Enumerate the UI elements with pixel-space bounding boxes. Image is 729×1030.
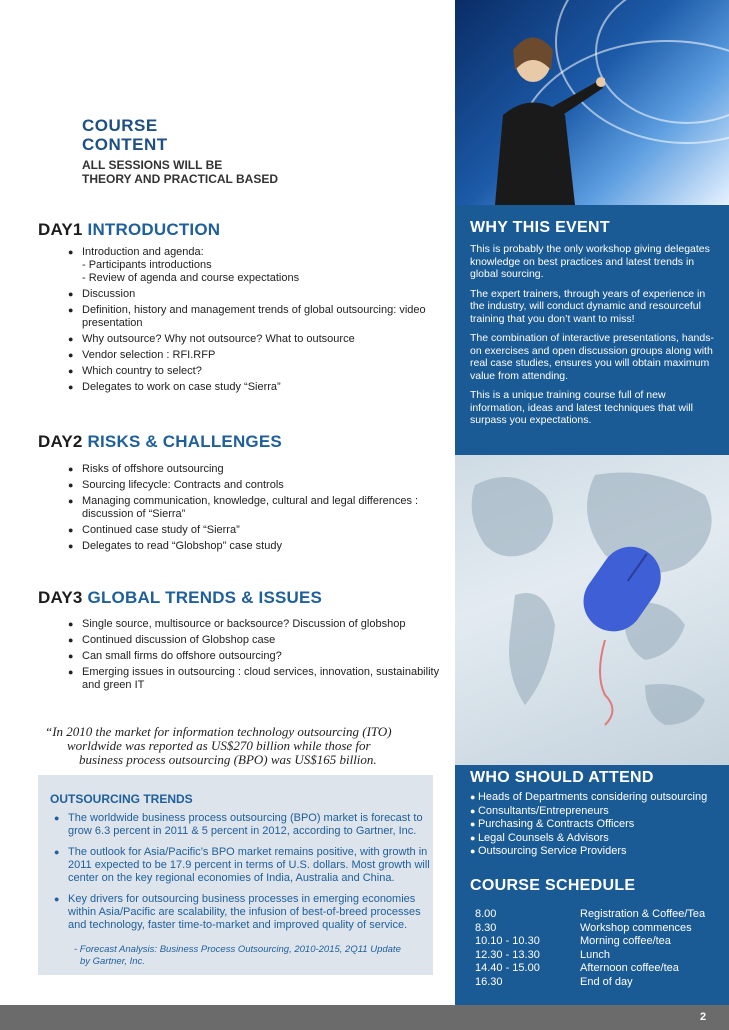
list-item: ● Sourcing lifecycle: Contracts and controls — [68, 479, 448, 492]
list-item: ● Continued discussion of Globshop case — [68, 634, 453, 647]
course-subtitle-line1: ALL SESSIONS WILL BE — [82, 158, 223, 172]
list-item: ● Risks of offshore outsourcing — [68, 463, 448, 476]
list-item: ● Managing communication, knowledge, cultural and legal differences : discussion of “Sierra” — [68, 495, 448, 521]
list-item: ● Legal Counsels & Advisors — [470, 832, 729, 846]
table-row: 16.30 End of day — [475, 975, 633, 988]
why-paragraph: The expert trainers, through years of experience in the industry, will conduct dynamic and resourceful training that you don’t want to miss! — [470, 287, 706, 325]
why-this-event-panel — [455, 205, 729, 455]
who-list — [455, 791, 729, 859]
day1-title: INTRODUCTION — [87, 220, 221, 239]
course-heading — [82, 116, 278, 186]
list-item: ● Single source, multisource or backsource? Discussion of globshop — [68, 618, 453, 631]
page-number: 2 — [700, 1011, 707, 1023]
course-title-line1: COURSE — [82, 116, 158, 135]
why-title: WHY THIS EVENT — [470, 219, 610, 236]
outsourcing-trends-box — [38, 775, 433, 975]
schedule-table — [475, 908, 705, 989]
list-item: ● Emerging issues in outsourcing : cloud services, innovation, sustainability and green IT — [68, 666, 453, 692]
world-map-mouse-icon — [455, 455, 729, 765]
list-item: ● The outlook for Asia/Pacific’s BPO market remains positive, with growth in 2011 expected to be 17.9 percent in terms of U.S. dollars. Most growth will center on the key regional economies of India, Australia and China. — [50, 846, 430, 885]
list-item: ● Purchasing & Contracts Officers — [470, 818, 729, 832]
who-title: WHO SHOULD ATTEND — [470, 769, 654, 786]
why-paragraph: The combination of interactive presentations, hands-on exercises and open discussion groups along with real case studies, ensures you will obtain maximum value from attending. — [470, 332, 714, 382]
list-item: ● Consultants/Entrepreneurs — [470, 805, 729, 819]
list-item: ● Delegates to read “Globshop” case study — [68, 540, 448, 553]
day2-number: DAY2 — [38, 432, 83, 451]
list-item: ● Definition, history and management trends of global outsourcing: video presentation — [68, 304, 448, 330]
list-item: ● Discussion — [68, 288, 448, 301]
list-item: ● Which country to select? — [68, 365, 448, 378]
table-row: 12.30 - 13.30 Lunch — [475, 948, 610, 961]
footer-bar — [0, 1005, 729, 1030]
list-item: ● Delegates to work on case study “Sierra” — [68, 381, 448, 394]
why-paragraph: This is a unique training course full of new information, ideas and latest techniques that will surpass you expectations. — [470, 389, 693, 426]
day3-number: DAY3 — [38, 588, 83, 607]
trends-source-note: - Forecast Analysis: Business Process Outsourcing, 2010-2015, 2Q11 Update by Gartner, Inc. — [74, 944, 401, 967]
list-item: ● Outsourcing Service Providers — [470, 845, 729, 859]
list-item: ● Vendor selection : RFI.RFP — [68, 349, 448, 362]
list-item: ● Key drivers for outsourcing business processes in emerging economies within Asia/Pacific are scalability, the infusion of best-of-breed processes and technology, faster time-to-market and improved quality of service. — [50, 893, 430, 932]
day3-heading — [38, 588, 322, 608]
day3-list — [68, 618, 453, 695]
list-item: ● Can small firms do offshore outsourcing? — [68, 650, 453, 663]
trends-list — [50, 812, 430, 932]
day2-title: RISKS & CHALLENGES — [87, 432, 282, 451]
table-row: 8.30 Workshop commences — [475, 921, 692, 934]
day3-title: GLOBAL TRENDS & ISSUES — [87, 588, 323, 607]
day2-heading — [38, 432, 282, 452]
day1-heading — [38, 220, 220, 240]
table-row: 14.40 - 15.00 Afternoon coffee/tea — [475, 962, 679, 974]
woman-figure-icon — [485, 20, 605, 205]
trends-title: OUTSOURCING TRENDS — [50, 792, 193, 806]
course-subtitle-line2: THEORY AND PRACTICAL BASED — [82, 172, 279, 186]
day1-list — [68, 246, 448, 397]
table-row: 8.00 Registration & Coffee/Tea — [475, 908, 706, 920]
list-item: ● Heads of Departments considering outsourcing — [470, 791, 729, 805]
schedule-title: COURSE SCHEDULE — [470, 876, 636, 894]
list-item: ● Introduction and agenda: - Participants introductions - Review of agenda and course expectations — [68, 246, 448, 285]
day1-number: DAY1 — [38, 220, 83, 239]
list-item: ● Continued case study of “Sierra” — [68, 524, 448, 537]
hero-image — [455, 0, 729, 205]
why-paragraph: This is probably the only workshop giving delegates knowledge on best practices and latest trends in global sourcing. — [470, 243, 710, 280]
world-map-image — [455, 455, 729, 765]
day2-list — [68, 463, 448, 556]
course-title-line2: CONTENT — [82, 135, 168, 154]
list-item: ● Why outsource? Why not outsource? What to outsource — [68, 333, 448, 346]
table-row: 10.10 - 10.30 Morning coffee/tea — [475, 935, 671, 947]
market-quote: “In 2010 the market for information technology outsourcing (ITO) worldwide was reported as US$270 billion while those for business process outsourcing (BPO) was US$165 billion. — [45, 724, 392, 767]
list-item: ● The worldwide business process outsourcing (BPO) market is forecast to grow 6.3 percent in 2011 & 5 percent in 2012, according to Gartner, Inc. — [50, 812, 430, 838]
